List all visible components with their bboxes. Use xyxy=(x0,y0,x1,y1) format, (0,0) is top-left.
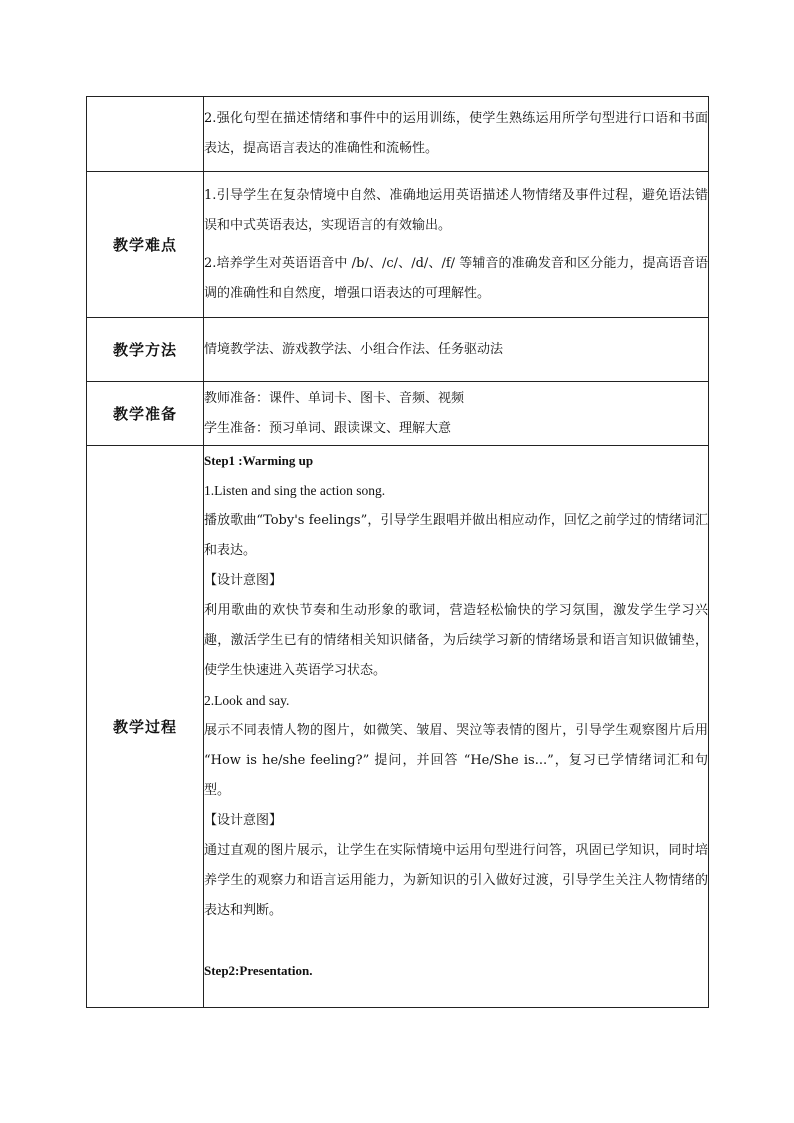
step2-title: Step2:Presentation. xyxy=(204,963,313,978)
step1-title: Step1 :Warming up xyxy=(204,453,314,468)
table-row xyxy=(87,446,709,1008)
row-label-preparation: 教学准备 xyxy=(87,382,204,446)
table-row xyxy=(87,97,709,172)
table-row xyxy=(87,172,709,318)
difficulty-line-1: 1.引导学生在复杂情境中自然、准确地运用英语描述人物情绪及事件过程，避免语法错误和中式英语表达，实现语言的有效输出。 xyxy=(204,187,708,233)
table-row xyxy=(87,318,709,382)
student-preparation: 学生准备：预习单词、跟读课文、理解大意 xyxy=(204,420,452,436)
difficulty-line-2: 2.培养学生对英语语音中 /b/、/c/、/d/、/f/ 等辅音的准确发音和区分能力，提高语音语调的准确性和自然度，增强口语表达的可理解性。 xyxy=(204,255,708,301)
methods-text: 情境教学法、游戏教学法、小组合作法、任务驱动法 xyxy=(204,341,504,357)
spacer xyxy=(204,926,708,956)
design-intent-text-2: 通过直观的图片展示，让学生在实际情境中运用句型进行问答，巩固已学知识，同时培养学生的观察力和语言运用能力，为新知识的引入做好过渡，引导学生关注人物情绪的表达和判断。 xyxy=(204,843,708,918)
design-intent-label-2: 【设计意图】 xyxy=(204,813,283,828)
table-row xyxy=(87,382,709,446)
objective-line-2: 2.强化句型在描述情绪和事件中的运用训练，使学生熟练运用所学句型进行口语和书面表达，提高语言表达的准确性和流畅性。 xyxy=(204,111,708,156)
design-intent-label-1: 【设计意图】 xyxy=(204,573,283,588)
row-content-difficulty xyxy=(204,172,709,318)
row-content xyxy=(204,97,709,172)
item2-text: 展示不同表情人物的图片，如微笑、皱眉、哭泣等表情的图片，引导学生观察图片后用 “How is he/she feeling?” 提问，并回答 “He/She is...”，复习已学情绪词汇和句型。 xyxy=(204,723,708,798)
item1-title: 1.Listen and sing the action song. xyxy=(204,483,386,498)
row-label-difficulty: 教学难点 xyxy=(87,172,204,318)
row-label-methods: 教学方法 xyxy=(87,318,204,382)
row-label-empty xyxy=(87,97,204,172)
row-label-process: 教学过程 xyxy=(87,446,204,1008)
row-content-methods xyxy=(204,318,709,382)
row-content-preparation xyxy=(204,382,709,446)
design-intent-text-1: 利用歌曲的欢快节奏和生动形象的歌词，营造轻松愉快的学习氛围，激发学生学习兴趣，激活学生已有的情绪相关知识储备，为后续学习新的情绪场景和语言知识做铺垫，使学生快速进入英语学习状态。 xyxy=(204,603,708,678)
lesson-plan-table xyxy=(86,96,709,1008)
item2-title: 2.Look and say. xyxy=(204,693,290,708)
teacher-preparation: 教师准备：课件、单词卡、图卡、音频、视频 xyxy=(204,390,465,406)
row-content-process xyxy=(204,446,709,1008)
item1-text: 播放歌曲“Toby's feelings”，引导学生跟唱并做出相应动作，回忆之前学过的情绪词汇和表达。 xyxy=(204,513,708,558)
spacer xyxy=(204,241,708,249)
